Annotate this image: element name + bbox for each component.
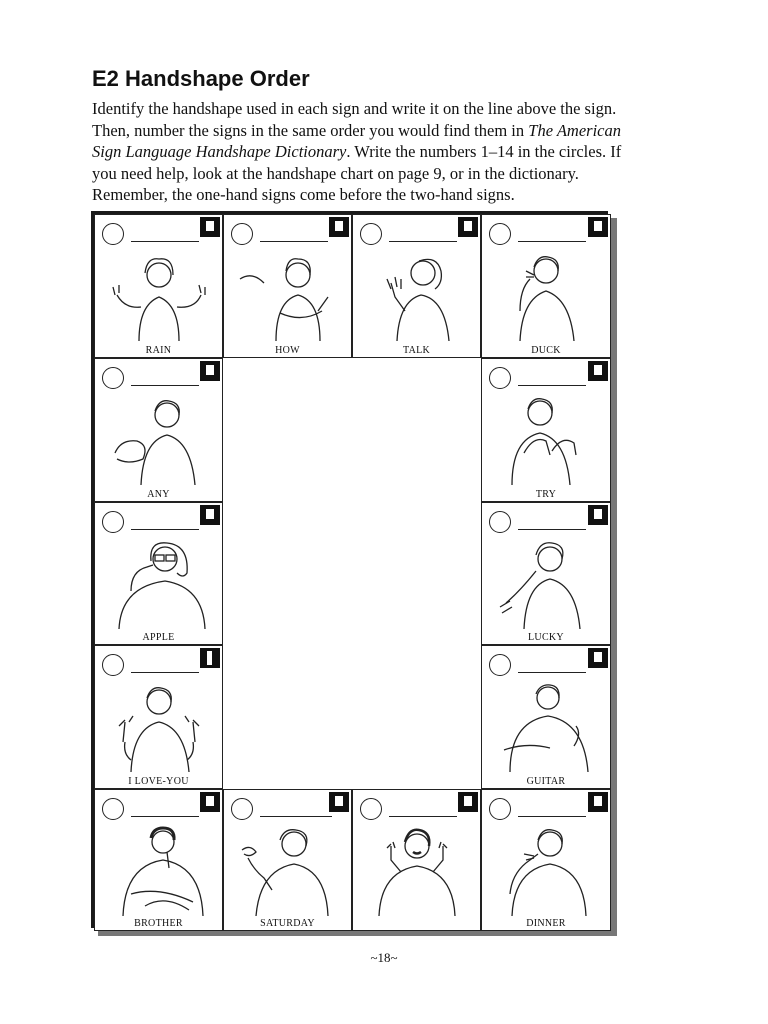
sign-cell-any [94, 358, 223, 502]
sign-cell-talk [352, 214, 481, 358]
sign-illustration-talk [361, 249, 473, 341]
sign-cell-brother [94, 789, 223, 931]
handshape-answer-line[interactable] [518, 672, 586, 673]
sign-illustration-saturday [232, 824, 344, 916]
order-number-circle[interactable] [360, 798, 382, 820]
handshape-answer-line[interactable] [260, 241, 328, 242]
two-hand-icon [329, 217, 349, 237]
sign-illustration-brother [103, 824, 215, 916]
sign-cell-duck [481, 214, 611, 358]
order-number-circle[interactable] [360, 223, 382, 245]
sign-cell-apple [94, 502, 223, 645]
sign-illustration-lucky [490, 537, 602, 629]
sign-illustration-any [103, 393, 215, 485]
sign-cell-try [481, 358, 611, 502]
two-hand-icon [200, 792, 220, 812]
handshape-answer-line[interactable] [518, 529, 586, 530]
sign-illustration-how [232, 249, 344, 341]
sign-caption: ANY [147, 489, 170, 500]
handshape-answer-line[interactable] [131, 672, 199, 673]
order-number-circle[interactable] [489, 223, 511, 245]
sign-caption: DUCK [531, 345, 561, 356]
sign-illustration-duck [490, 249, 602, 341]
sign-caption: I LOVE-YOU [128, 776, 189, 787]
sign-illustration-try [490, 393, 602, 485]
order-number-circle[interactable] [489, 367, 511, 389]
handshape-answer-line[interactable] [131, 241, 199, 242]
two-hand-icon [588, 505, 608, 525]
sign-cell-saturday [223, 789, 352, 931]
sign-caption: GUITAR [526, 776, 566, 787]
sign-caption: HOW [275, 345, 300, 356]
handshape-answer-line[interactable] [518, 241, 586, 242]
order-number-circle[interactable] [489, 511, 511, 533]
sign-illustration-unlabeled [361, 824, 473, 916]
sign-cell-unlabeled [352, 789, 481, 931]
page-number: ~18~ [370, 950, 398, 965]
handshape-answer-line[interactable] [518, 816, 586, 817]
two-hand-icon [458, 217, 478, 237]
page-title: E2 Handshape Order [92, 66, 310, 91]
sign-caption: TALK [402, 345, 431, 356]
order-number-circle[interactable] [102, 511, 124, 533]
order-number-circle[interactable] [102, 654, 124, 676]
sign-board [91, 211, 608, 928]
two-hand-icon [200, 217, 220, 237]
sign-caption: RAIN [145, 345, 172, 356]
dictionary-title: The American Sign Language Handshape Dictionary [92, 120, 621, 161]
instructions-text-1: Identify the handshape used in each sign and write it on the line above the sign. Then, number the signs in the same order you would find them in [92, 99, 617, 140]
two-hand-icon [588, 648, 608, 668]
sign-caption: SATURDAY [260, 918, 315, 929]
order-number-circle[interactable] [489, 798, 511, 820]
two-hand-icon [588, 217, 608, 237]
sign-illustration-apple [103, 537, 215, 629]
two-hand-icon [588, 792, 608, 812]
two-hand-icon [458, 792, 478, 812]
one-hand-icon [200, 648, 220, 668]
order-number-circle[interactable] [102, 798, 124, 820]
sign-caption: DINNER [526, 918, 566, 929]
two-hand-icon [588, 361, 608, 381]
sign-cell-i-love-you [94, 645, 223, 789]
instructions [92, 98, 632, 206]
sign-caption: TRY [535, 489, 557, 500]
two-hand-icon [200, 505, 220, 525]
two-hand-icon [329, 792, 349, 812]
sign-caption: LUCKY [528, 632, 564, 643]
order-number-circle[interactable] [102, 367, 124, 389]
handshape-answer-line[interactable] [389, 816, 457, 817]
order-number-circle[interactable] [102, 223, 124, 245]
handshape-answer-line[interactable] [389, 241, 457, 242]
handshape-answer-line[interactable] [518, 385, 586, 386]
order-number-circle[interactable] [489, 654, 511, 676]
sign-cell-how [223, 214, 352, 358]
order-number-circle[interactable] [231, 223, 253, 245]
handshape-answer-line[interactable] [260, 816, 332, 817]
two-hand-icon [200, 361, 220, 381]
sign-illustration-guitar [490, 680, 602, 772]
handshape-answer-line[interactable] [131, 816, 199, 817]
order-number-circle[interactable] [231, 798, 253, 820]
sign-cell-rain [94, 214, 223, 358]
sign-illustration-rain [103, 249, 215, 341]
sign-cell-lucky [481, 502, 611, 645]
handshape-answer-line[interactable] [131, 529, 199, 530]
sign-cell-dinner [481, 789, 611, 931]
sign-caption: APPLE [142, 632, 175, 643]
sign-illustration-dinner [490, 824, 602, 916]
handshape-answer-line[interactable] [131, 385, 199, 386]
sign-caption: BROTHER [134, 918, 183, 929]
sign-cell-guitar [481, 645, 611, 789]
sign-illustration-i-love-you [103, 680, 215, 772]
instructions-text-2: . Write the numbers 1–14 in the circles. If you need help, look at the handshape chart on page 9, or in the dictionary. Remember, the one-hand signs come before the two-hand signs. [92, 142, 622, 204]
